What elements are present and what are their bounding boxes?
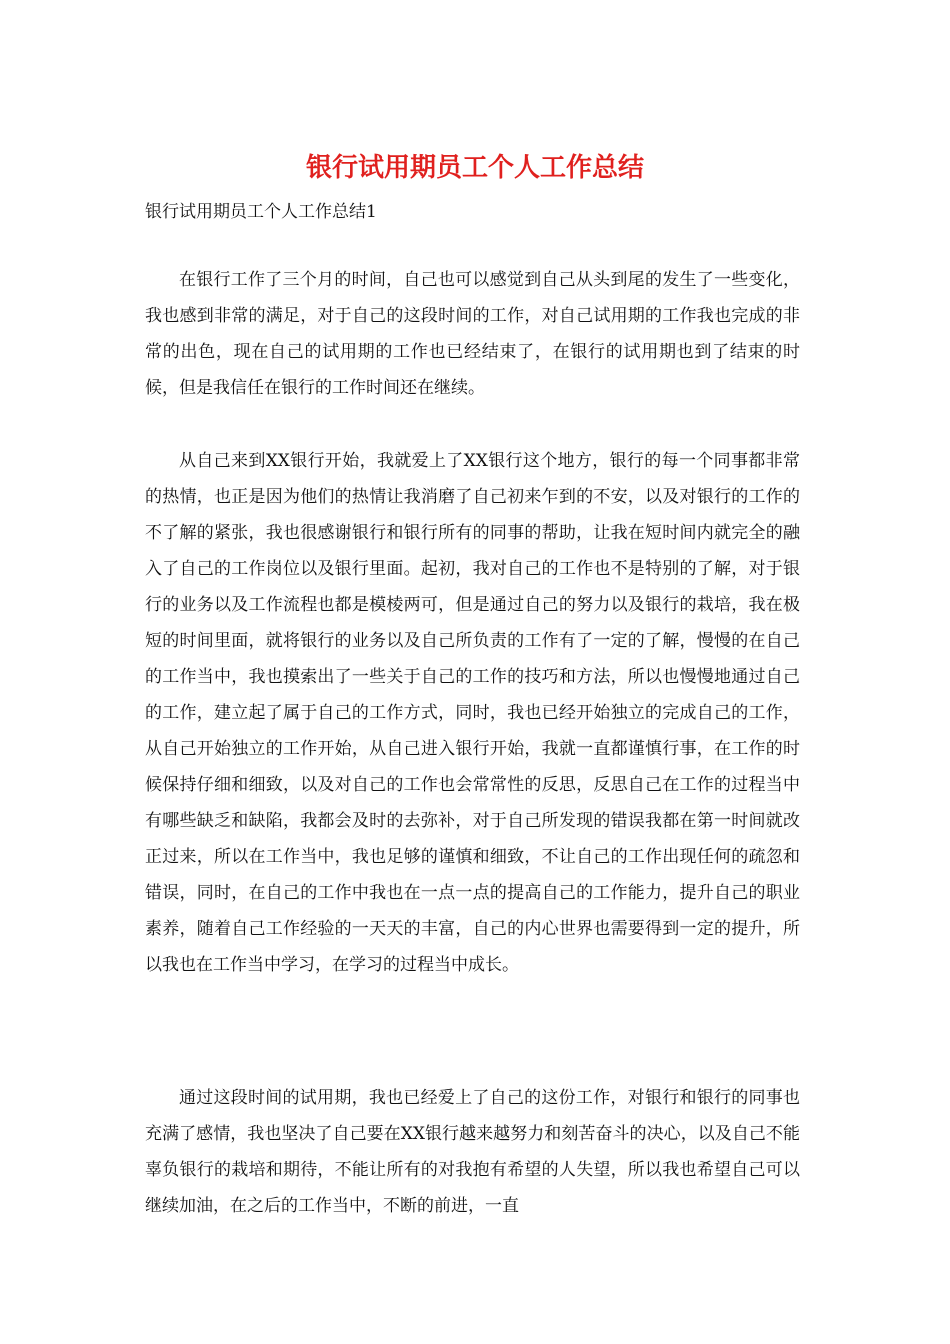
- document-subtitle: 银行试用期员工个人工作总结1: [145, 202, 377, 222]
- paragraph-1: 在银行工作了三个月的时间，自己也可以感觉到自己从头到尾的发生了一些变化，我也感到非常的满足，对于自己的这段时间的工作，对自己试用期的工作我也完成的非常的出色，现在自己的试用期的工作也已经结束了，在银行的试用期也到了结束的时候，但是我信任在银行的工作时间还在继续。: [145, 270, 800, 398]
- document-title: 银行试用期员工个人工作总结: [305, 153, 644, 183]
- paragraph-3: 通过这段时间的试用期，我也已经爱上了自己的这份工作，对银行和银行的同事也充满了感情，我也坚决了自己要在XX银行越来越努力和刻苦奋斗的决心，以及自己不能辜负银行的栽培和期待，不能让所有的对我抱有希望的人失望，所以我也希望自己可以继续加油，在之后的工作当中，不断的前进，一直: [145, 1088, 800, 1216]
- paragraph-2: 从自己来到XX银行开始，我就爱上了XX银行这个地方，银行的每一个同事都非常的热情，也正是因为他们的热情让我消磨了自己初来乍到的不安，以及对银行的工作的不了解的紧张，我也很感谢银行和银行所有的同事的帮助，让我在短时间内就完全的融入了自己的工作岗位以及银行里面。起初，我对自己的工作也不是特别的了解，对于银行的业务以及工作流程也都是模棱两可，但是通过自己的努力以及银行的栽培，我在极短的时间里面，就将银行的业务以及自己所负责的工作有了一定的了解，慢慢的在自己的工作当中，我也摸索出了一些关于自己的工作的技巧和方法，所以也慢慢地通过自己的工作，建立起了属于自己的工作方式，同时，我也已经开始独立的完成自己的工作，从自己开始独立的工作开始，从自己进入银行开始，我就一直都谨慎行事，在工作的时候保持仔细和细致，以及对自己的工作也会常常性的反思，反思自己在工作的过程当中有哪些缺乏和缺陷，我都会及时的去弥补，对于自己所发现的错误我都在第一时间就改正过来，所以在工作当中，我也足够的谨慎和细致，不让自己的工作出现任何的疏忽和错误，同时，在自己的工作中我也在一点一点的提高自己的工作能力，提升自己的职业素养，随着自己工作经验的一天天的丰富，自己的内心世界也需要得到一定的提升，所以我也在工作当中学习，在学习的过程当中成长。: [145, 451, 800, 975]
